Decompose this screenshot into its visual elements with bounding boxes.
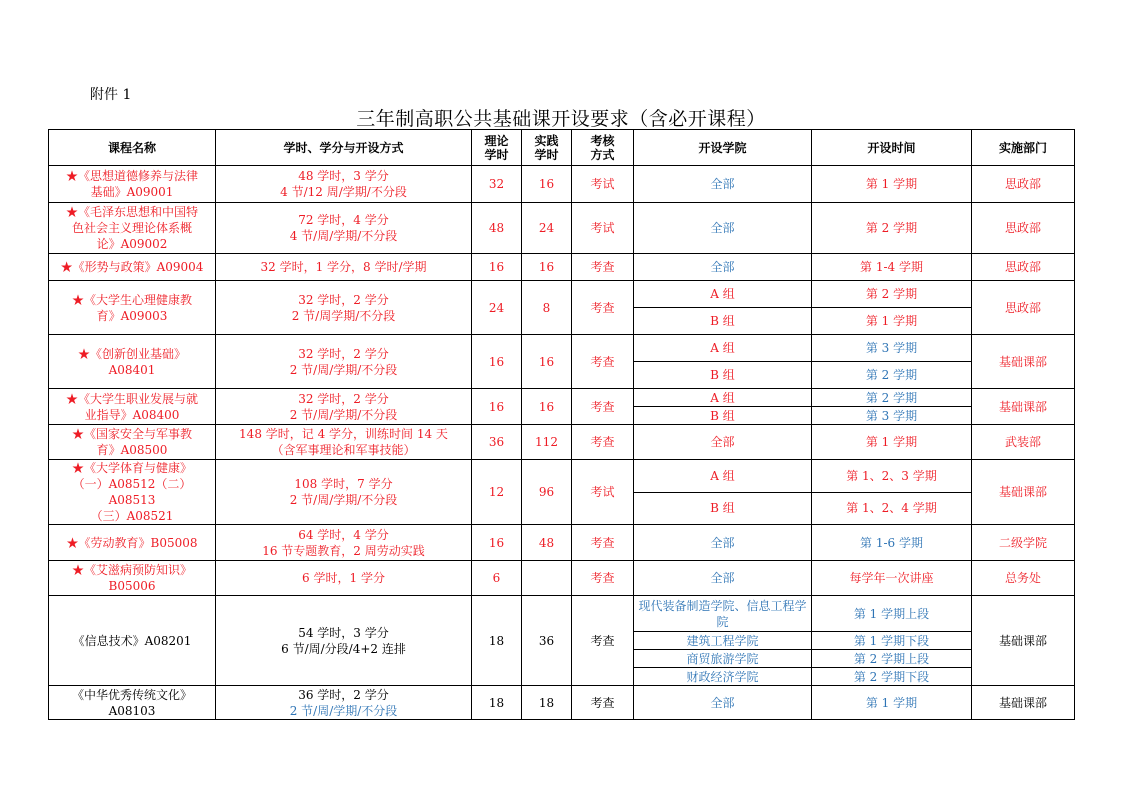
term: 第 1 学期下段 (812, 632, 972, 650)
college: 商贸旅游学院 (634, 650, 812, 668)
hours-credits: 36 学时，2 学分 2 节/周/学期/不分段 (216, 686, 472, 720)
course-name: ★《劳动教育》B05008 (49, 525, 216, 561)
header-hours-credits: 学时、学分与开设方式 (216, 130, 472, 166)
exam-method: 考查 (572, 686, 634, 720)
table-row (49, 281, 1075, 308)
practice-hours: 112 (522, 425, 572, 460)
course-name: ★《形势与政策》A09004 (49, 254, 216, 281)
theory-hours: 24 (472, 281, 522, 335)
table-row (49, 525, 1075, 561)
college: B 组 (634, 362, 812, 389)
course-name: ★《毛泽东思想和中国特 色社会主义理论体系概 论》A09002 (49, 203, 216, 254)
department: 基础课部 (972, 335, 1075, 389)
exam-method: 考试 (572, 166, 634, 203)
header-time: 开设时间 (812, 130, 972, 166)
college: B 组 (634, 407, 812, 425)
term: 第 2 学期 (812, 362, 972, 389)
table-row (49, 254, 1075, 281)
hours-credits: 32 学时，1 学分，8 学时/学期 (216, 254, 472, 281)
theory-hours: 18 (472, 596, 522, 686)
term: 第 1-4 学期 (812, 254, 972, 281)
college: 现代装备制造学院、信息工程学院 (634, 596, 812, 632)
term: 每学年一次讲座 (812, 561, 972, 596)
department: 思政部 (972, 254, 1075, 281)
theory-hours: 32 (472, 166, 522, 203)
hours-credits: 64 学时，4 学分 16 节专题教育，2 周劳动实践 (216, 525, 472, 561)
course-name: ★《国家安全与军事教 育》A08500 (49, 425, 216, 460)
department: 基础课部 (972, 686, 1075, 720)
college: 全部 (634, 203, 812, 254)
term: 第 2 学期上段 (812, 650, 972, 668)
theory-hours: 16 (472, 335, 522, 389)
course-requirements-table (48, 129, 1075, 720)
exam-method: 考查 (572, 561, 634, 596)
hours-credits: 54 学时，3 学分 6 节/周/分段/4+2 连排 (216, 596, 472, 686)
practice-hours: 16 (522, 389, 572, 425)
hours-credits: 32 学时，2 学分 2 节/周/学期/不分段 (216, 335, 472, 389)
header-theory-hours: 理论 学时 (472, 130, 522, 166)
term: 第 1 学期 (812, 166, 972, 203)
table-row (49, 686, 1075, 720)
table-row (49, 166, 1075, 203)
header-course-name: 课程名称 (49, 130, 216, 166)
term: 第 1、2、3 学期 (812, 460, 972, 493)
course-name: ★《大学体育与健康》 （一）A08512（二）A08513 （三）A08521 (49, 460, 216, 525)
exam-method: 考查 (572, 425, 634, 460)
theory-hours: 16 (472, 389, 522, 425)
practice-hours: 36 (522, 596, 572, 686)
practice-hours (522, 561, 572, 596)
exam-method: 考查 (572, 525, 634, 561)
exam-method: 考查 (572, 254, 634, 281)
college: A 组 (634, 281, 812, 308)
college: A 组 (634, 389, 812, 407)
exam-method: 考试 (572, 203, 634, 254)
term: 第 1 学期 (812, 308, 972, 335)
course-name: ★《大学生职业发展与就 业指导》A08400 (49, 389, 216, 425)
term: 第 2 学期 (812, 203, 972, 254)
table-row (49, 335, 1075, 362)
practice-hours: 18 (522, 686, 572, 720)
course-name: ★《创新创业基础》 A08401 (49, 335, 216, 389)
hours-credits: 6 学时，1 学分 (216, 561, 472, 596)
exam-method: 考查 (572, 389, 634, 425)
course-name: 《信息技术》A08201 (49, 596, 216, 686)
college: 建筑工程学院 (634, 632, 812, 650)
theory-hours: 16 (472, 254, 522, 281)
hours-credits: 148 学时，记 4 学分，训练时间 14 天 （含军事理论和军事技能） (216, 425, 472, 460)
department: 总务处 (972, 561, 1075, 596)
exam-method: 考查 (572, 596, 634, 686)
department: 思政部 (972, 166, 1075, 203)
college: A 组 (634, 460, 812, 493)
term: 第 1 学期上段 (812, 596, 972, 632)
college: 全部 (634, 561, 812, 596)
term: 第 1-6 学期 (812, 525, 972, 561)
department: 二级学院 (972, 525, 1075, 561)
table-row (49, 596, 1075, 632)
practice-hours: 48 (522, 525, 572, 561)
hours-credits: 32 学时，2 学分 2 节/周/学期/不分段 (216, 389, 472, 425)
department: 思政部 (972, 281, 1075, 335)
practice-hours: 16 (522, 166, 572, 203)
theory-hours: 16 (472, 525, 522, 561)
practice-hours: 24 (522, 203, 572, 254)
practice-hours: 8 (522, 281, 572, 335)
theory-hours: 18 (472, 686, 522, 720)
header-exam-method: 考核 方式 (572, 130, 634, 166)
table-row (49, 203, 1075, 254)
hours-credits: 72 学时，4 学分 4 节/周/学期/不分段 (216, 203, 472, 254)
hours-credits: 48 学时，3 学分 4 节/12 周/学期/不分段 (216, 166, 472, 203)
term: 第 1、2、4 学期 (812, 492, 972, 525)
term: 第 1 学期 (812, 425, 972, 460)
college: B 组 (634, 492, 812, 525)
theory-hours: 36 (472, 425, 522, 460)
college: B 组 (634, 308, 812, 335)
table-row (49, 460, 1075, 493)
department: 思政部 (972, 203, 1075, 254)
practice-hours: 16 (522, 254, 572, 281)
term: 第 3 学期 (812, 407, 972, 425)
header-department: 实施部门 (972, 130, 1075, 166)
exam-method: 考查 (572, 335, 634, 389)
course-name: 《中华优秀传统文化》 A08103 (49, 686, 216, 720)
term: 第 1 学期 (812, 686, 972, 720)
table-row (49, 425, 1075, 460)
course-name: ★《大学生心理健康教 育》A09003 (49, 281, 216, 335)
table-row (49, 389, 1075, 407)
exam-method: 考试 (572, 460, 634, 525)
course-name: ★《艾滋病预防知识》 B05006 (49, 561, 216, 596)
college: 全部 (634, 525, 812, 561)
term: 第 2 学期 (812, 281, 972, 308)
attachment-label: 附件 1 (90, 87, 132, 103)
college: 全部 (634, 254, 812, 281)
document-title: 三年制高职公共基础课开设要求（含必开课程） (356, 108, 766, 130)
theory-hours: 12 (472, 460, 522, 525)
practice-hours: 96 (522, 460, 572, 525)
header-practice-hours: 实践 学时 (522, 130, 572, 166)
hours-credits: 108 学时，7 学分 2 节/周/学期/不分段 (216, 460, 472, 525)
term: 第 3 学期 (812, 335, 972, 362)
department: 基础课部 (972, 389, 1075, 425)
department: 基础课部 (972, 596, 1075, 686)
theory-hours: 48 (472, 203, 522, 254)
theory-hours: 6 (472, 561, 522, 596)
department: 基础课部 (972, 460, 1075, 525)
college: 全部 (634, 425, 812, 460)
term: 第 2 学期下段 (812, 668, 972, 686)
college: A 组 (634, 335, 812, 362)
exam-method: 考查 (572, 281, 634, 335)
practice-hours: 16 (522, 335, 572, 389)
course-name: ★《思想道德修养与法律 基础》A09001 (49, 166, 216, 203)
term: 第 2 学期 (812, 389, 972, 407)
college: 财政经济学院 (634, 668, 812, 686)
table-row (49, 561, 1075, 596)
hours-credits: 32 学时，2 学分 2 节/周学期/不分段 (216, 281, 472, 335)
college: 全部 (634, 686, 812, 720)
table-header-row (49, 130, 1075, 166)
header-college: 开设学院 (634, 130, 812, 166)
department: 武装部 (972, 425, 1075, 460)
college: 全部 (634, 166, 812, 203)
